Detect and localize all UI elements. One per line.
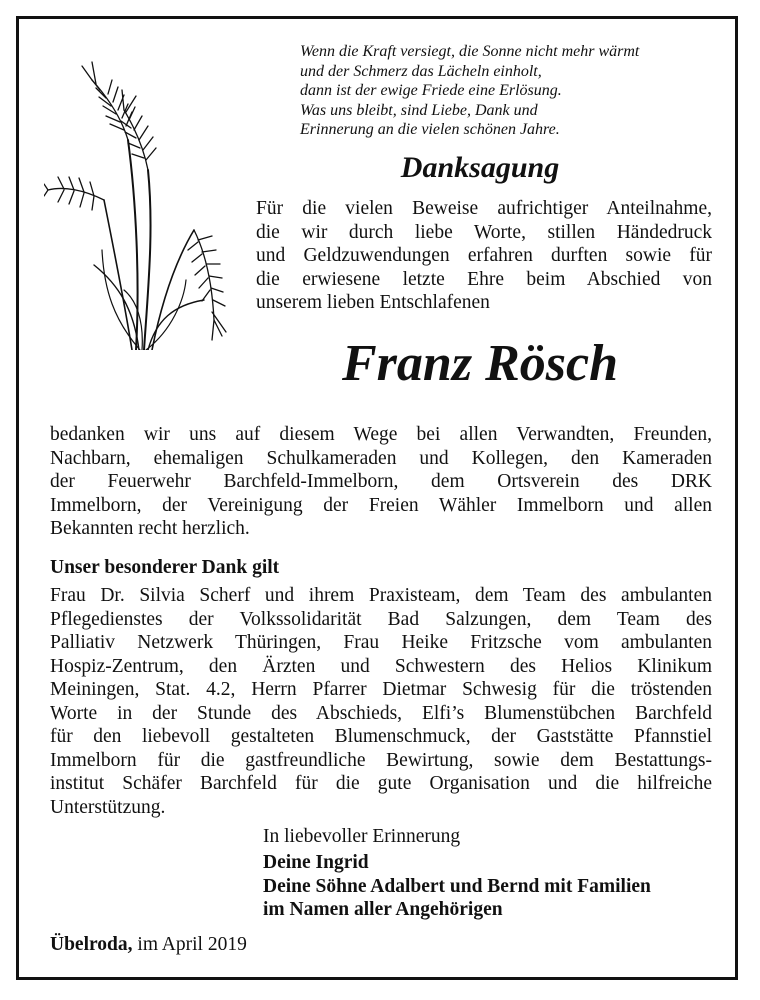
special-thanks-line: Hospiz-Zentrum, den Ärzten und Schwestern des Helios Klinikum — [50, 655, 712, 677]
poem-verse — [300, 42, 720, 140]
place-date-text: im April 2019 — [137, 934, 247, 955]
signer-line: Deine Ingrid — [263, 852, 369, 873]
signer-line: im Namen aller Angehörigen — [263, 899, 503, 920]
special-thanks-line: Frau Dr. Silvia Scherf und ihrem Praxisteam, dem Team des ambulanten — [50, 585, 712, 606]
special-thanks-line: Palliativ Netzwerk Thüringen, Frau Heike Fritzsche vom ambulanten — [50, 632, 712, 653]
intro-line: die wir durch liebe Worte, stillen Händedruck — [256, 221, 712, 243]
deceased-name: Franz Rösch — [342, 335, 618, 392]
page-title: Danksagung — [400, 151, 560, 184]
thanks-paragraph — [50, 423, 712, 541]
signers — [263, 851, 651, 922]
special-thanks-line: Pflegedienstes der Volkssolidarität Bad Salzungen, dem Team des — [50, 608, 712, 630]
special-thanks-line: Meiningen, Stat. 4.2, Herrn Pfarrer Dietmar Schwesig für die tröstenden — [50, 679, 712, 700]
intro-paragraph — [256, 197, 712, 315]
thanks-line: Immelborn, der Vereinigung der Freien Wähler Immelborn und allen — [50, 494, 712, 516]
place-town: Übelroda, — [50, 934, 133, 955]
poem-line: dann ist der ewige Friede eine Erlösung. — [300, 82, 562, 99]
special-thanks-line: Worte in der Stunde des Abschieds, Elfi’s Blumenstübchen Barchfeld — [50, 702, 712, 724]
thanks-line: Bekannten recht herzlich. — [50, 518, 250, 539]
place-date — [50, 933, 247, 957]
poem-line: Erinnerung an die vielen schönen Jahre. — [300, 121, 560, 138]
intro-line: und Geldzuwendungen erfahren durften sowie für — [256, 245, 712, 266]
special-thanks-paragraph — [50, 584, 712, 819]
signoff: In liebevoller Erinnerung — [263, 826, 461, 847]
poem-line: Was uns bleibt, sind Liebe, Dank und — [300, 101, 538, 119]
poem-line: Wenn die Kraft versiegt, die Sonne nicht mehr wärmt — [300, 43, 640, 60]
poem-line: und der Schmerz das Lächeln einholt, — [300, 62, 542, 80]
special-thanks-line: institut Schäfer Barchfeld für die gute Organisation und die hilfreiche — [50, 773, 712, 794]
special-thanks-line: Immelborn für die gastfreundliche Bewirtung, sowie dem Bestattungs- — [50, 749, 712, 771]
thanks-line: bedanken wir uns auf diesem Wege bei allen Verwandten, Freunden, — [50, 424, 712, 445]
thanks-line: Nachbarn, ehemaligen Schulkameraden und Kollegen, den Kameraden — [50, 447, 712, 469]
special-thanks-line: für den liebevoll gestalteten Blumenschmuck, der Gaststätte Pfannstiel — [50, 726, 712, 747]
intro-line: unserem lieben Entschlafenen — [256, 292, 490, 313]
thanks-line: der Feuerwehr Barchfeld-Immelborn, dem Ortsverein des DRK — [50, 471, 712, 492]
special-thanks-heading: Unser besonderer Dank gilt — [50, 557, 280, 578]
intro-line: Für die vielen Beweise aufrichtiger Anteilnahme, — [256, 198, 712, 219]
special-thanks-line: Unterstützung. — [50, 796, 166, 818]
intro-line: die erwiesene letzte Ehre beim Abschied von — [256, 268, 712, 290]
wheat-illustration-icon — [44, 50, 234, 350]
signer-line: Deine Söhne Adalbert und Bernd mit Familien — [263, 875, 651, 897]
